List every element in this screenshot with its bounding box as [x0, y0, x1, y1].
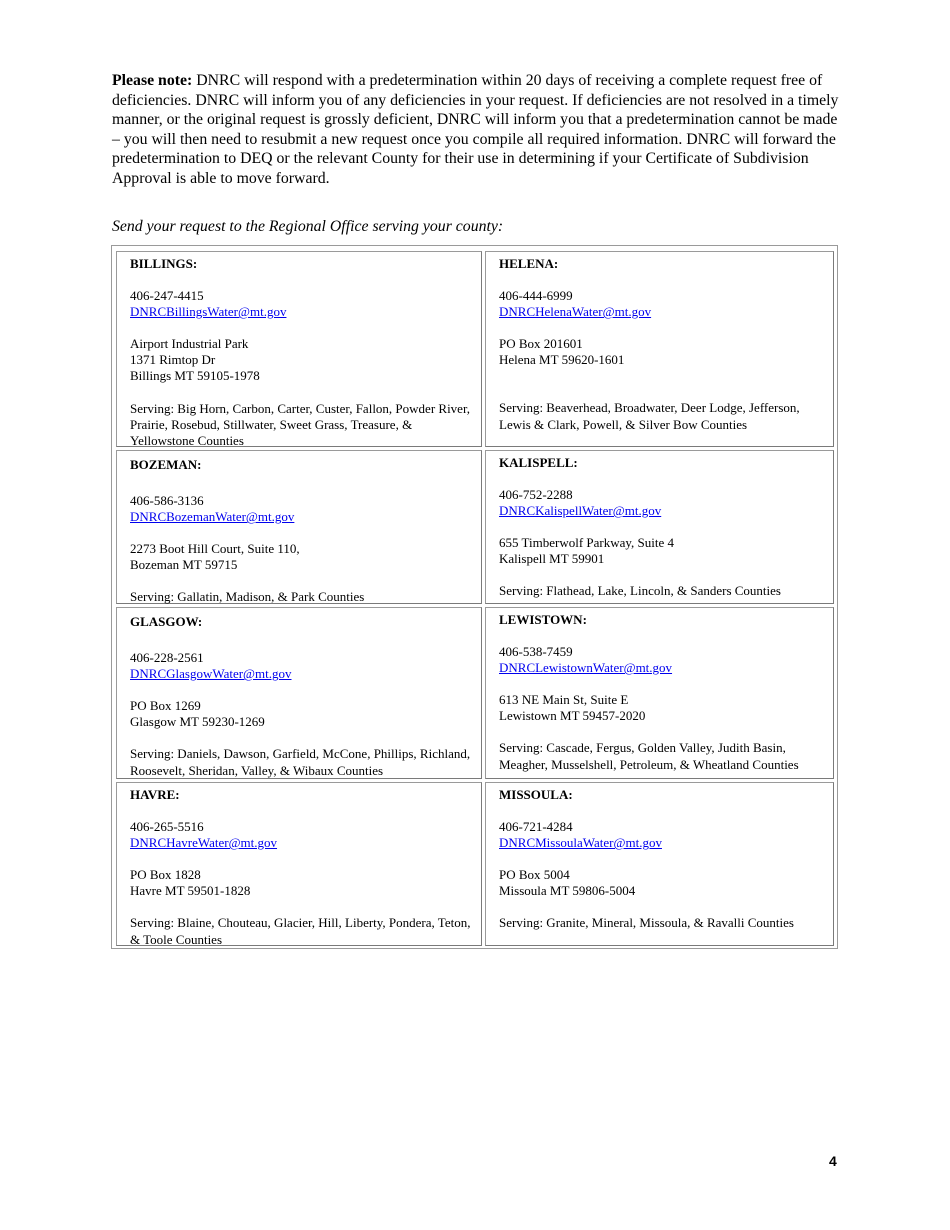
office-address-line: Lewistown MT 59457-2020 [499, 708, 646, 724]
office-address-line: 613 NE Main St, Suite E [499, 692, 629, 708]
office-cell-glasgow [116, 607, 482, 779]
office-address-line: Helena MT 59620-1601 [499, 352, 625, 368]
office-address-line: 655 Timberwolf Parkway, Suite 4 [499, 535, 675, 551]
office-email-link[interactable]: DNRCMissoulaWater@mt.gov [499, 835, 662, 851]
office-name: BOZEMAN: [130, 457, 202, 472]
office-address-line: 2273 Boot Hill Court, Suite 110, [130, 541, 300, 557]
please-note-text: DNRC will respond with a predetermination within 20 days of receiving a complete request free of deficiencies. DNRC will inform you of any deficiencies in your request. If deficiencies are not resolved in a timely manner, or the original request is grossly deficient, DNRC will inform you that a predetermination cannot be made – you will then need to resubmit a new request once you compile all required information. DNRC will forward the predetermination to DEQ or the relevant County for their use in determining if your Certificate of Subdivision Approval is able to move forward. [112, 72, 839, 187]
office-serving: Serving: Daniels, Dawson, Garfield, McCone, Phillips, Richland, Roosevelt, Sheridan, Valley, & Wibaux Counties [130, 746, 471, 778]
office-address-line: 1371 Rimtop Dr [130, 352, 216, 368]
please-note-paragraph [112, 71, 842, 189]
intro-text: Send your request to the Regional Office serving your county: [112, 218, 504, 235]
office-address-line: PO Box 201601 [499, 336, 583, 352]
please-note-label: Please note: [112, 72, 193, 89]
office-phone: 406-228-2561 [130, 650, 204, 666]
office-serving: Serving: Beaverhead, Broadwater, Deer Lodge, Jefferson, Lewis & Clark, Powell, & Silver Bow Counties [499, 400, 800, 432]
office-address-line: PO Box 5004 [499, 867, 570, 883]
office-email-link[interactable]: DNRCKalispellWater@mt.gov [499, 503, 662, 519]
office-phone: 406-538-7459 [499, 644, 573, 660]
office-name: HAVRE: [130, 787, 180, 802]
office-serving: Serving: Granite, Mineral, Missoula, & Ravalli Counties [499, 915, 794, 931]
office-serving: Serving: Gallatin, Madison, & Park Counties [130, 589, 365, 605]
office-phone: 406-721-4284 [499, 819, 573, 835]
office-email-link[interactable]: DNRCLewistownWater@mt.gov [499, 660, 673, 676]
office-name: GLASGOW: [130, 614, 203, 629]
office-phone: 406-265-5516 [130, 819, 204, 835]
office-cell-lewistown [485, 607, 834, 779]
regional-offices-table [111, 245, 838, 949]
office-phone: 406-586-3136 [130, 493, 204, 509]
office-address-line: PO Box 1269 [130, 698, 201, 714]
office-cell-havre [116, 782, 482, 946]
office-email-link[interactable]: DNRCGlasgowWater@mt.gov [130, 666, 292, 682]
office-address-line: Billings MT 59105-1978 [130, 368, 260, 384]
office-address-line: Glasgow MT 59230-1269 [130, 714, 265, 730]
office-cell-helena [485, 251, 834, 447]
office-serving: Serving: Flathead, Lake, Lincoln, & Sanders Counties [499, 583, 781, 599]
office-cell-bozeman [116, 450, 482, 604]
page-number: 4 [829, 1153, 837, 1169]
office-address-line: PO Box 1828 [130, 867, 201, 883]
office-cell-billings [116, 251, 482, 447]
office-cell-kalispell [485, 450, 834, 604]
office-email-link[interactable]: DNRCHelenaWater@mt.gov [499, 304, 652, 320]
office-name: KALISPELL: [499, 455, 578, 470]
office-name: BILLINGS: [130, 256, 198, 271]
office-serving: Serving: Blaine, Chouteau, Glacier, Hill, Liberty, Pondera, Teton, & Toole Counties [130, 915, 471, 947]
office-name: HELENA: [499, 256, 559, 271]
office-email-link[interactable]: DNRCBozemanWater@mt.gov [130, 509, 295, 525]
office-phone: 406-247-4415 [130, 288, 204, 304]
office-serving: Serving: Cascade, Fergus, Golden Valley, Judith Basin, Meagher, Musselshell, Petroleum, & Wheatland Counties [499, 740, 799, 772]
office-phone: 406-752-2288 [499, 487, 573, 503]
office-address-line: Airport Industrial Park [130, 336, 249, 352]
office-email-link[interactable]: DNRCHavreWater@mt.gov [130, 835, 278, 851]
office-address-line: Bozeman MT 59715 [130, 557, 238, 573]
office-phone: 406-444-6999 [499, 288, 573, 304]
office-serving: Serving: Big Horn, Carbon, Carter, Custer, Fallon, Powder River, Prairie, Rosebud, Stillwater, Sweet Grass, Treasure, & Yellowstone Counties [130, 400, 471, 448]
office-name: LEWISTOWN: [499, 612, 587, 627]
office-cell-missoula [485, 782, 834, 946]
office-name: MISSOULA: [499, 787, 573, 802]
office-email-link[interactable]: DNRCBillingsWater@mt.gov [130, 304, 287, 320]
office-address-line: Kalispell MT 59901 [499, 551, 605, 567]
office-address-line: Havre MT 59501-1828 [130, 883, 251, 899]
office-address-line: Missoula MT 59806-5004 [499, 883, 636, 899]
